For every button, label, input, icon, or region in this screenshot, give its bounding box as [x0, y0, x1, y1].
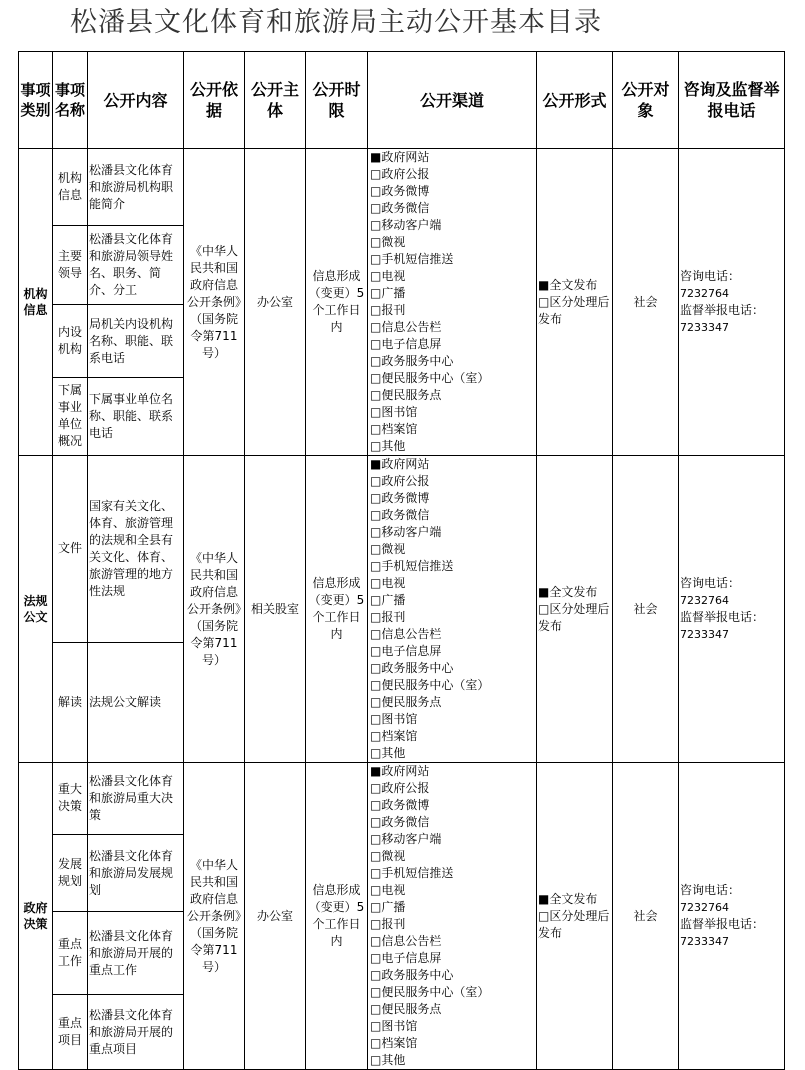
header-channels: 公开渠道 [368, 52, 537, 149]
subject-cell: 办公室 [245, 763, 306, 1070]
header-phone: 咨询及监督举报电话 [679, 52, 785, 149]
header-row [19, 52, 785, 149]
channel-label: 政府网站 [381, 457, 430, 471]
content-cell: 松潘县文化体育和旅游局开展的重点工作 [88, 912, 184, 995]
form-label: 区分处理后发布 [538, 294, 610, 326]
time-limit-cell: 信息形成（变更）5个工作日内 [306, 456, 368, 763]
channel-option [370, 643, 448, 660]
unchecked-box-icon: □ [370, 815, 382, 829]
channel-label: 图书馆 [381, 712, 418, 726]
time-limit-cell: 信息形成（变更）5个工作日内 [306, 149, 368, 456]
channel-option [370, 1001, 448, 1018]
content-cell: 松潘县文化体育和旅游局领导姓名、职务、简介、分工 [88, 226, 184, 305]
form-cell [537, 149, 613, 456]
channel-option [370, 660, 535, 677]
checked-box-icon: ■ [538, 584, 550, 599]
channel-label: 其他 [381, 439, 406, 453]
unchecked-box-icon: □ [370, 354, 382, 368]
consult-number: 7232764 [680, 594, 729, 607]
form-label: 区分处理后发布 [538, 601, 610, 633]
channel-label: 手机短信推送 [381, 559, 454, 573]
channel-option [370, 745, 535, 762]
channel-label: 政务微博 [381, 184, 430, 198]
form-label: 全文发布 [549, 584, 598, 599]
unchecked-box-icon: □ [370, 184, 382, 198]
content-cell: 下属事业单位名称、职能、联系电话 [88, 377, 184, 455]
channel-label: 手机短信推送 [381, 252, 454, 266]
channel-label: 电子信息屏 [381, 644, 442, 658]
channel-label: 电子信息屏 [381, 337, 442, 351]
unchecked-box-icon: □ [370, 252, 382, 266]
unchecked-box-icon: □ [538, 294, 550, 309]
unchecked-box-icon: □ [370, 917, 382, 931]
channel-label: 政务服务中心 [381, 661, 454, 675]
channel-option [370, 984, 490, 1001]
category-cell: 政府决策 [19, 763, 53, 1070]
channel-option [370, 302, 448, 319]
channel-list [369, 456, 535, 762]
channel-option [370, 370, 490, 387]
channel-option [370, 217, 460, 234]
channel-label: 政务服务中心 [381, 354, 454, 368]
unchecked-box-icon: □ [370, 286, 382, 300]
checked-box-icon: ■ [370, 150, 382, 164]
channel-option [370, 814, 448, 831]
channel-option [370, 183, 460, 200]
channel-label: 电视 [381, 269, 406, 283]
unchecked-box-icon: □ [370, 1053, 382, 1067]
table-row [19, 456, 785, 643]
channel-option [370, 711, 460, 728]
channel-label: 便民服务中心（室） [381, 985, 490, 999]
unchecked-box-icon: □ [370, 576, 382, 590]
form-option [538, 294, 611, 328]
form-option [538, 908, 611, 942]
channel-label: 报刊 [381, 917, 406, 931]
consult-label: 咨询电话： [680, 269, 741, 283]
channel-option [370, 490, 460, 507]
report-number: 7233347 [680, 321, 729, 334]
form-option [538, 584, 611, 601]
channel-label: 档案馆 [381, 729, 418, 743]
unchecked-box-icon: □ [370, 201, 382, 215]
target-cell: 社会 [613, 149, 679, 456]
channel-option [370, 473, 448, 490]
header-subject: 公开主体 [245, 52, 306, 149]
phone-cell [679, 763, 785, 1070]
unchecked-box-icon: □ [370, 218, 382, 232]
target-cell: 社会 [613, 456, 679, 763]
content-cell: 法规公文解读 [88, 642, 184, 762]
unchecked-box-icon: □ [370, 951, 382, 965]
channel-option [370, 609, 448, 626]
unchecked-box-icon: □ [370, 661, 382, 675]
checked-box-icon: ■ [370, 457, 382, 471]
consult-label: 咨询电话： [680, 883, 741, 897]
unchecked-box-icon: □ [370, 644, 382, 658]
channels-cell [368, 149, 537, 456]
unchecked-box-icon: □ [370, 559, 382, 573]
unchecked-box-icon: □ [538, 601, 550, 616]
channel-label: 移动客户端 [381, 525, 442, 539]
content-cell: 松潘县文化体育和旅游局机构职能简介 [88, 149, 184, 226]
channel-label: 政府网站 [381, 764, 430, 778]
report-label: 监督举报电话： [680, 610, 765, 624]
channel-option [370, 558, 460, 575]
form-cell [537, 456, 613, 763]
channel-label: 政务服务中心 [381, 968, 454, 982]
catalog-table [18, 51, 785, 1070]
unchecked-box-icon: □ [370, 610, 382, 624]
phone-cell [679, 149, 785, 456]
unchecked-box-icon: □ [370, 235, 382, 249]
unchecked-box-icon: □ [370, 508, 382, 522]
channel-option [370, 404, 460, 421]
item-name-cell: 重点工作 [53, 912, 88, 995]
channel-label: 其他 [381, 1053, 406, 1067]
channel-option [370, 899, 460, 916]
channel-label: 广播 [381, 900, 406, 914]
channel-option [370, 200, 448, 217]
channel-option [370, 166, 448, 183]
channel-label: 档案馆 [381, 422, 418, 436]
unchecked-box-icon: □ [370, 934, 382, 948]
basis-cell: 《中华人民共和国政府信息公开条例》（国务院令第711号） [184, 763, 245, 1070]
unchecked-box-icon: □ [370, 303, 382, 317]
item-name-cell: 主要领导 [53, 226, 88, 305]
channel-label: 微视 [381, 235, 406, 249]
channel-label: 信息公告栏 [381, 934, 442, 948]
channel-label: 政务微博 [381, 798, 430, 812]
unchecked-box-icon: □ [370, 405, 382, 419]
item-name-cell: 重点项目 [53, 995, 88, 1070]
content-cell: 国家有关文化、体育、旅游管理的法规和全县有关文化、体育、旅游管理的地方性法规 [88, 456, 184, 643]
channels-cell [368, 456, 537, 763]
consult-number: 7232764 [680, 287, 729, 300]
table-row [19, 763, 785, 835]
channel-label: 便民服务点 [381, 695, 442, 709]
channel-option [370, 882, 448, 899]
category-cell: 法规公文 [19, 456, 53, 763]
channel-label: 政务微信 [381, 508, 430, 522]
header-target: 公开对象 [613, 52, 679, 149]
header-basis: 公开依据 [184, 52, 245, 149]
unchecked-box-icon: □ [370, 1036, 382, 1050]
content-cell: 松潘县文化体育和旅游局开展的重点项目 [88, 995, 184, 1070]
channel-option [370, 541, 448, 558]
phone-cell [679, 456, 785, 763]
form-option [538, 601, 611, 635]
form-label: 区分处理后发布 [538, 908, 610, 940]
header-content: 公开内容 [88, 52, 184, 149]
unchecked-box-icon: □ [370, 167, 382, 181]
unchecked-box-icon: □ [370, 866, 382, 880]
channel-option [370, 285, 460, 302]
report-label: 监督举报电话： [680, 917, 765, 931]
channel-option [370, 268, 448, 285]
channel-option [370, 865, 460, 882]
unchecked-box-icon: □ [370, 388, 382, 402]
target-cell: 社会 [613, 763, 679, 1070]
channel-option [370, 149, 460, 166]
content-cell: 局机关内设机构名称、职能、联系电话 [88, 305, 184, 378]
category-cell: 机构信息 [19, 149, 53, 456]
item-name-cell: 机构信息 [53, 149, 88, 226]
channel-label: 政府公报 [381, 167, 430, 181]
channel-option [370, 438, 535, 455]
unchecked-box-icon: □ [370, 849, 382, 863]
channel-label: 政府公报 [381, 474, 430, 488]
page-title: 松潘县文化体育和旅游局主动公开基本目录 [70, 7, 602, 38]
unchecked-box-icon: □ [370, 491, 382, 505]
channel-option [370, 234, 448, 251]
channel-label: 移动客户端 [381, 218, 442, 232]
channel-option [370, 507, 448, 524]
consult-label: 咨询电话： [680, 576, 741, 590]
form-option [538, 891, 611, 908]
unchecked-box-icon: □ [370, 985, 382, 999]
unchecked-box-icon: □ [370, 422, 382, 436]
channel-label: 信息公告栏 [381, 320, 442, 334]
basis-cell: 《中华人民共和国政府信息公开条例》（国务院令第711号） [184, 149, 245, 456]
channel-label: 档案馆 [381, 1036, 418, 1050]
unchecked-box-icon: □ [370, 746, 382, 760]
unchecked-box-icon: □ [370, 593, 382, 607]
unchecked-box-icon: □ [370, 627, 382, 641]
channel-label: 政府公报 [381, 781, 430, 795]
channel-label: 移动客户端 [381, 832, 442, 846]
channel-option [370, 677, 490, 694]
channel-option [370, 1018, 460, 1035]
channel-label: 广播 [381, 593, 406, 607]
unchecked-box-icon: □ [370, 525, 382, 539]
unchecked-box-icon: □ [370, 542, 382, 556]
channel-label: 微视 [381, 542, 406, 556]
channel-label: 手机短信推送 [381, 866, 454, 880]
channel-option [370, 780, 448, 797]
unchecked-box-icon: □ [370, 269, 382, 283]
unchecked-box-icon: □ [370, 781, 382, 795]
channel-option [370, 728, 448, 745]
report-number: 7233347 [680, 628, 729, 641]
basis-cell: 《中华人民共和国政府信息公开条例》（国务院令第711号） [184, 456, 245, 763]
item-name-cell: 下属事业单位概况 [53, 377, 88, 455]
form-cell [537, 763, 613, 1070]
checked-box-icon: ■ [370, 764, 382, 778]
channel-label: 政务微信 [381, 201, 430, 215]
channel-option [370, 592, 460, 609]
channel-option [370, 797, 460, 814]
unchecked-box-icon: □ [370, 1019, 382, 1033]
channel-list [369, 763, 535, 1069]
content-cell: 松潘县文化体育和旅游局重大决策 [88, 763, 184, 835]
item-name-cell: 发展规划 [53, 834, 88, 911]
checked-box-icon: ■ [538, 891, 550, 906]
channel-label: 图书馆 [381, 405, 418, 419]
header-form: 公开形式 [537, 52, 613, 149]
channel-option [370, 353, 535, 370]
channel-label: 报刊 [381, 303, 406, 317]
unchecked-box-icon: □ [370, 1002, 382, 1016]
channel-option [370, 967, 535, 984]
table-row [19, 149, 785, 226]
channel-label: 信息公告栏 [381, 627, 442, 641]
channel-option [370, 524, 460, 541]
channel-option [370, 319, 460, 336]
form-option [538, 277, 611, 294]
channel-label: 电视 [381, 576, 406, 590]
channels-cell [368, 763, 537, 1070]
channel-option [370, 763, 460, 780]
unchecked-box-icon: □ [370, 320, 382, 334]
unchecked-box-icon: □ [370, 900, 382, 914]
channel-label: 政务微信 [381, 815, 430, 829]
unchecked-box-icon: □ [370, 729, 382, 743]
channel-option [370, 916, 448, 933]
channel-option [370, 694, 448, 711]
unchecked-box-icon: □ [370, 712, 382, 726]
header-time-limit: 公开时限 [306, 52, 368, 149]
unchecked-box-icon: □ [370, 439, 382, 453]
channel-label: 便民服务点 [381, 1002, 442, 1016]
unchecked-box-icon: □ [370, 883, 382, 897]
channel-option [370, 421, 448, 438]
unchecked-box-icon: □ [370, 798, 382, 812]
time-limit-cell: 信息形成（变更）5个工作日内 [306, 763, 368, 1070]
channel-label: 便民服务中心（室） [381, 371, 490, 385]
report-label: 监督举报电话： [680, 303, 765, 317]
channel-list [369, 149, 535, 455]
channel-label: 政务微博 [381, 491, 430, 505]
channel-option [370, 336, 448, 353]
channel-option [370, 626, 460, 643]
channel-option [370, 575, 448, 592]
channel-label: 便民服务点 [381, 388, 442, 402]
channel-label: 其他 [381, 746, 406, 760]
unchecked-box-icon: □ [370, 337, 382, 351]
catalog-body [19, 149, 785, 1070]
channel-label: 广播 [381, 286, 406, 300]
content-cell: 松潘县文化体育和旅游局发展规划 [88, 834, 184, 911]
form-label: 全文发布 [549, 891, 598, 906]
unchecked-box-icon: □ [370, 832, 382, 846]
item-name-cell: 内设机构 [53, 305, 88, 378]
unchecked-box-icon: □ [370, 968, 382, 982]
unchecked-box-icon: □ [370, 678, 382, 692]
report-number: 7233347 [680, 935, 729, 948]
checked-box-icon: ■ [538, 277, 550, 292]
channel-option [370, 387, 448, 404]
channel-option [370, 933, 460, 950]
channel-label: 政府网站 [381, 150, 430, 164]
consult-number: 7232764 [680, 901, 729, 914]
header-category: 事项类别 [19, 52, 53, 149]
item-name-cell: 文件 [53, 456, 88, 643]
header-item-name: 事项名称 [53, 52, 88, 149]
unchecked-box-icon: □ [370, 695, 382, 709]
channel-label: 报刊 [381, 610, 406, 624]
channel-option [370, 251, 460, 268]
subject-cell: 办公室 [245, 149, 306, 456]
channel-label: 微视 [381, 849, 406, 863]
item-name-cell: 解读 [53, 642, 88, 762]
channel-label: 电子信息屏 [381, 951, 442, 965]
channel-option [370, 1052, 535, 1069]
unchecked-box-icon: □ [538, 908, 550, 923]
unchecked-box-icon: □ [370, 474, 382, 488]
channel-label: 电视 [381, 883, 406, 897]
channel-option [370, 1035, 448, 1052]
channel-label: 便民服务中心（室） [381, 678, 490, 692]
channel-option [370, 456, 460, 473]
subject-cell: 相关股室 [245, 456, 306, 763]
unchecked-box-icon: □ [370, 371, 382, 385]
item-name-cell: 重大决策 [53, 763, 88, 835]
form-label: 全文发布 [549, 277, 598, 292]
channel-option [370, 950, 448, 967]
channel-option [370, 848, 448, 865]
channel-label: 图书馆 [381, 1019, 418, 1033]
